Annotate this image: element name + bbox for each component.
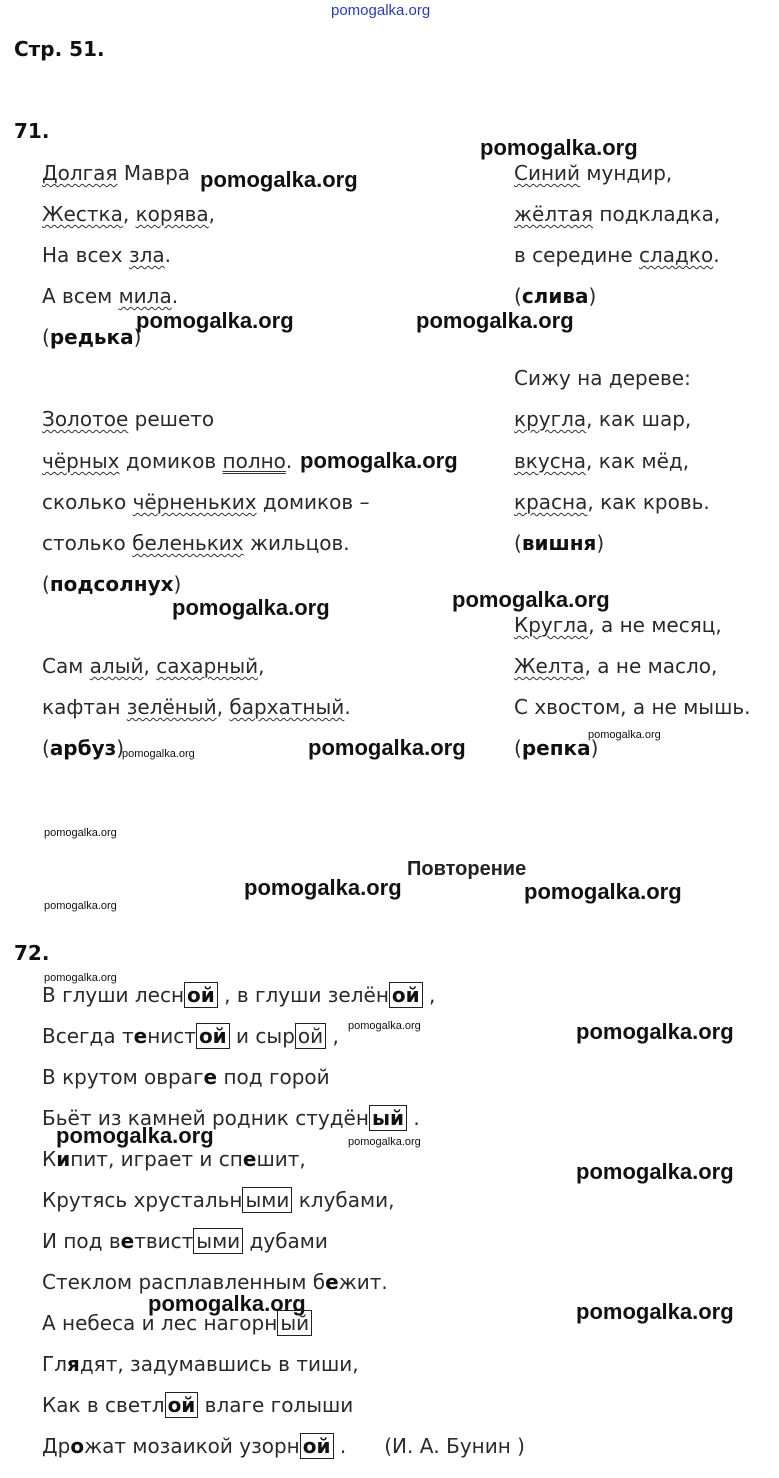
- riddle-line: кругла, как шар,: [514, 407, 692, 431]
- riddle-line: Жестка, корява,: [42, 202, 216, 226]
- watermark: pomogalka.org: [200, 167, 358, 192]
- riddle-line: Долгая Мавра: [42, 161, 191, 185]
- riddle-line: Сам алый, сахарный,: [42, 654, 265, 678]
- exercise-71-number: 71.: [14, 119, 50, 143]
- poem-line: И под ветвист ыми дубами: [42, 1229, 328, 1253]
- watermark: pomogalka.org: [588, 729, 661, 741]
- section-title: Повторение: [407, 858, 527, 880]
- watermark: pomogalka.org: [244, 875, 402, 900]
- site-watermark-top: pomogalka.org: [331, 2, 431, 19]
- riddle-answer: (подсолнух): [42, 572, 182, 596]
- watermark: pomogalka.org: [576, 1019, 734, 1044]
- riddle-line: На всех зла.: [42, 243, 171, 267]
- page-header: Стр. 51.: [14, 37, 105, 61]
- watermark: pomogalka.org: [44, 900, 117, 912]
- riddle-line: Золотое решето: [42, 407, 215, 431]
- poem-line: Всегда тенист ой и сыр ой ,: [42, 1024, 339, 1048]
- poem-line: В глуши лесн ой , в глуши зелён ой ,: [42, 983, 436, 1007]
- exercise-72-number: 72.: [14, 941, 50, 965]
- watermark: pomogalka.org: [576, 1299, 734, 1324]
- watermark: pomogalka.org: [148, 1291, 306, 1316]
- riddle-line: С хвостом, а не мышь.: [514, 695, 751, 719]
- riddle-answer: (репка): [514, 736, 599, 760]
- watermark: pomogalka.org: [300, 448, 458, 473]
- watermark: pomogalka.org: [136, 308, 294, 333]
- poem-author: (И. А. Бунин ): [384, 1434, 525, 1458]
- watermark: pomogalka.org: [56, 1123, 214, 1148]
- riddle-line: Сижу на дереве:: [514, 366, 691, 390]
- riddle-answer: (слива): [514, 284, 597, 308]
- poem-line: Крутясь хрустальн ыми клубами,: [42, 1188, 395, 1212]
- poem-line: А небеса и лес нагорн ый: [42, 1311, 312, 1335]
- poem-line: Как в светл ой влаге голыши: [42, 1393, 354, 1417]
- watermark: pomogalka.org: [44, 972, 117, 984]
- riddle-line: кафтан зелёный, бархатный.: [42, 695, 351, 719]
- riddle-line: столько беленьких жильцов.: [42, 531, 350, 555]
- watermark: pomogalka.org: [524, 879, 682, 904]
- riddle-line: А всем мила.: [42, 284, 179, 308]
- poem-line: Глядят, задумавшись в тиши,: [42, 1352, 359, 1376]
- poem-line: Стеклом расплавленным бежит.: [42, 1270, 388, 1294]
- riddle-line: жёлтая подкладка,: [514, 202, 721, 226]
- riddle-answer: (вишня): [514, 531, 605, 555]
- poem-line: В крутом овраге под горой: [42, 1065, 330, 1089]
- riddle-answer: (арбуз): [42, 736, 125, 760]
- watermark: pomogalka.org: [480, 135, 638, 160]
- riddle-line: красна, как кровь.: [514, 490, 710, 514]
- riddle-answer: (редька): [42, 325, 142, 349]
- riddle-line: сколько чёрненьких домиков –: [42, 490, 370, 514]
- poem-line: Кипит, играет и спешит,: [42, 1147, 306, 1171]
- riddle-line: вкусна, как мёд,: [514, 449, 690, 473]
- riddle-line: чёрных домиков полно.: [42, 449, 293, 473]
- watermark: pomogalka.org: [308, 735, 466, 760]
- poem-line: Бьёт из камней родник студён ый .: [42, 1106, 420, 1130]
- watermark: pomogalka.org: [122, 748, 195, 760]
- watermark: pomogalka.org: [452, 587, 610, 612]
- riddle-line: Синий мундир,: [514, 161, 673, 185]
- watermark: pomogalka.org: [348, 1136, 421, 1148]
- riddle-line: в середине сладко.: [514, 243, 720, 267]
- watermark: pomogalka.org: [348, 1020, 421, 1032]
- poem-line: Дрожат мозаикой узорн ой . (И. А. Бунин ): [42, 1434, 525, 1458]
- watermark: pomogalka.org: [576, 1159, 734, 1184]
- watermark: pomogalka.org: [416, 308, 574, 333]
- watermark: pomogalka.org: [172, 595, 330, 620]
- riddle-line: Кругла, а не месяц,: [514, 613, 722, 637]
- riddle-line: Желта, а не масло,: [514, 654, 718, 678]
- watermark: pomogalka.org: [44, 827, 117, 839]
